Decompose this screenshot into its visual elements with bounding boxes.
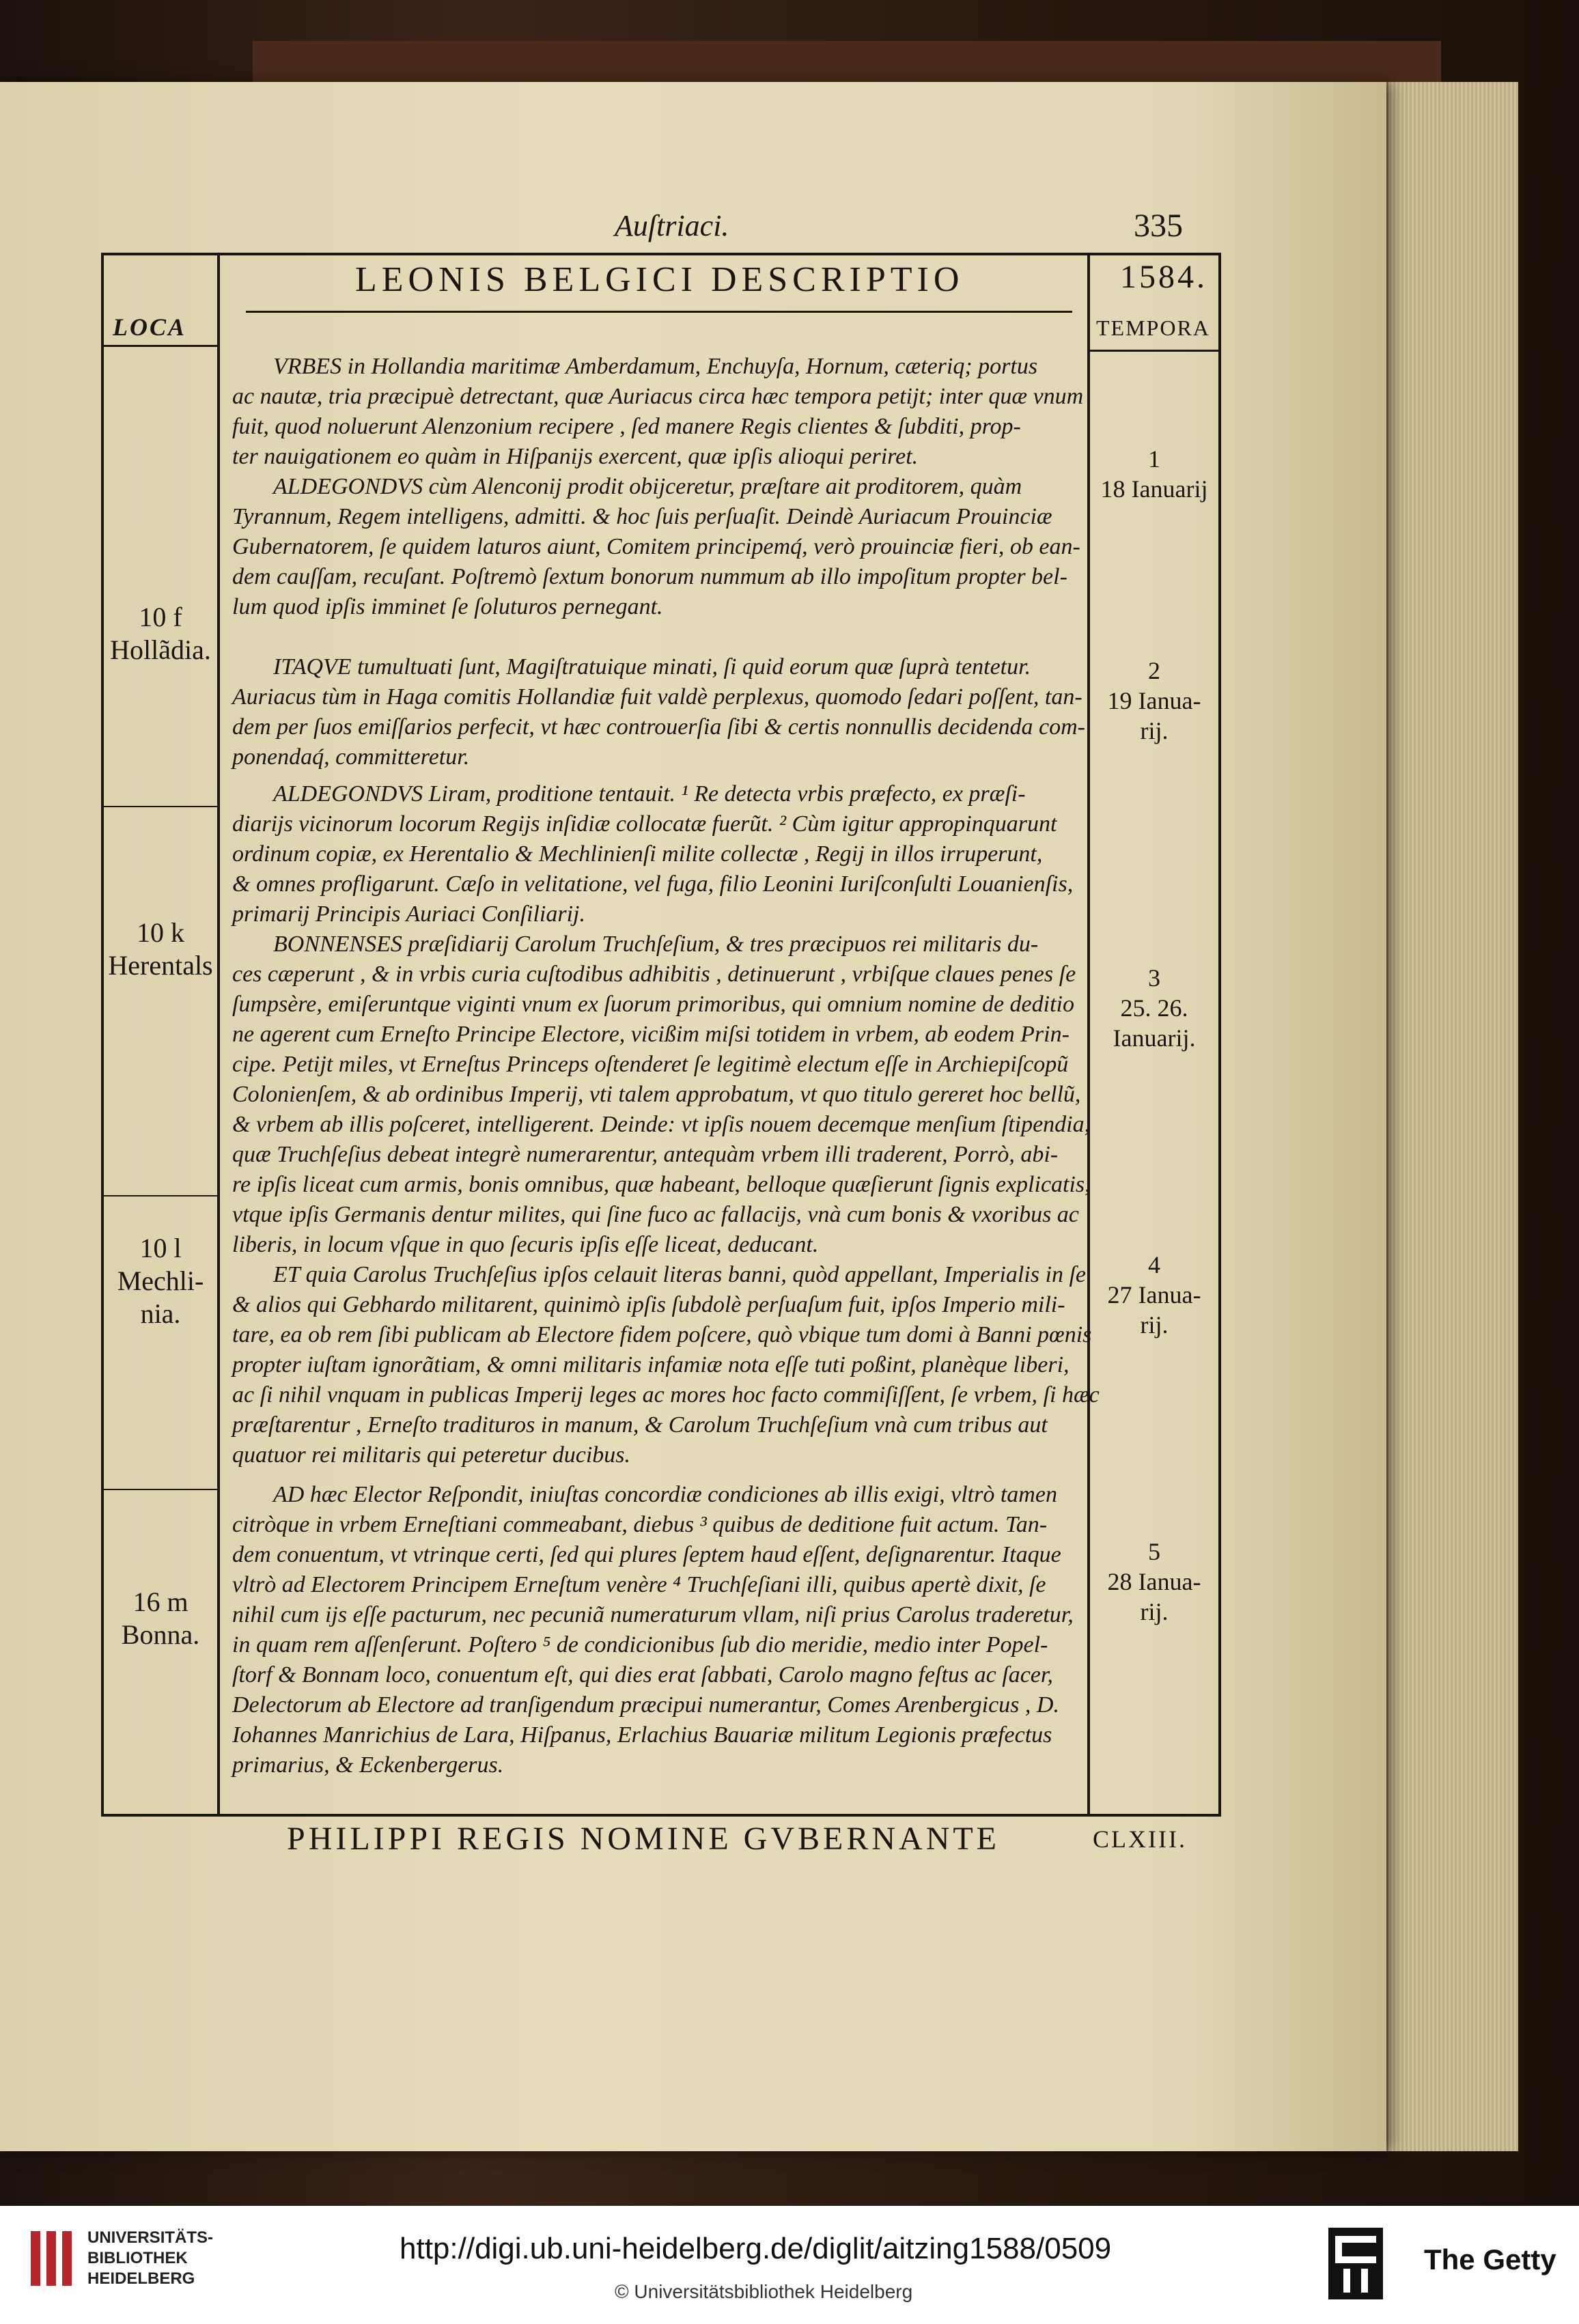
section-title: LEONIS BELGICI DESCRIPTIO <box>355 260 964 299</box>
body-line: ne agerent cum Erneſto Principe Electore, vicißim miſsi totidem in vrbem, ab eodem Prin- <box>232 1022 1070 1047</box>
body-line: Gubernatorem, ſe quidem laturos aiunt, Comitem principemq́, verò prouinciæ fieri, ob ean- <box>232 534 1080 559</box>
loca-note: 16 m Bonna. <box>121 1586 200 1650</box>
body-line: quæ Truchſeſius debeat integrè numerarentur, antequàm vrbem illi traderent, Porrò, abi- <box>232 1142 1059 1167</box>
tempora-note: 5 28 Ianua- rij. <box>1107 1538 1201 1625</box>
body-line: vtque ipſis Germanis dentur milites, qui ſine fuco ac fallacijs, vnà cum bonis & vxoribus ac <box>232 1202 1079 1227</box>
body-line: AD hæc Elector Reſpondit, iniuſtas concordiæ condiciones ab illis exigi, vltrò tamen <box>273 1482 1057 1507</box>
body-line: tare, ea ob rem ſibi publicam ab Electore fidem poſcere, quò vbique tum domi à Banni pœnis <box>232 1322 1092 1347</box>
body-line: ſtorf & Bonnam loco, conuentum eſt, qui dies erat ſabbati, Carolo magno feſtus ac ſacer, <box>232 1662 1053 1688</box>
body-line: Auriacus tùm in Haga comitis Hollandiæ fuit valdè perplexus, quomodo ſedari poſſent, tan- <box>232 684 1082 710</box>
tempora-underline <box>1090 350 1218 352</box>
body-line: Colonienſem, & ab ordinibus Imperij, vti talem approbatum, vt quo titulo gereret hoc bellũ, <box>232 1082 1081 1107</box>
body-line: dem conuentum, vt vtrinque certi, ſed qui plures ſeptem haud eſſent, deſignarentur. Itaque <box>232 1542 1061 1567</box>
body-line: in quam rem aſſenſerunt. Poſtero ⁵ de condicionibus ſub dio meridie, medio inter Popel- <box>232 1632 1048 1657</box>
tempora-column-header: TEMPORA <box>1096 316 1210 340</box>
body-line: ces cæperunt , & in vrbis curia cuſtodibus adhibitis , detinuerunt , vrbiſque claues penes ſe <box>232 962 1076 987</box>
body-line: ac nautæ, tria præcipuè detrectant, quæ Auriacus circa hæc tempora petijt; inter quæ vnum <box>232 384 1084 409</box>
tempora-note: 2 19 Ianua- rij. <box>1107 657 1201 744</box>
body-line: dem per ſuos emiſſarios perfecit, vt hæc controuerſia ſibi & certis nonnullis decidenda com- <box>232 714 1085 740</box>
body-line: & vrbem ab illis poſceret, intelligerent. Deinde: vt ipſis nouem decemque menſium ſtipendia, <box>232 1112 1091 1137</box>
body-line: nihil cum ijs eſſe pacturum, nec pecuniã numeraturum vllam, niſi prius Carolus traderetur, <box>232 1602 1074 1627</box>
body-line: ET quia Carolus Truchſeſius ipſos celauit literas banni, quòd appellant, Imperialis in ſe <box>273 1262 1087 1287</box>
tempora-note: 1 18 Ianuarij <box>1100 445 1208 503</box>
body-line: primarius, & Eckenbergerus. <box>232 1752 504 1778</box>
frame-bottom-line <box>101 1814 1221 1817</box>
body-line: ponendaq́, committeretur. <box>232 744 470 770</box>
tempora-note: 3 25. 26. Ianuarij. <box>1113 964 1196 1052</box>
body-line: ordinum copiæ, ex Herentalio & Mechlinienſi milite collectæ , Regij in illos irruperunt, <box>232 841 1043 867</box>
page-number: 335 <box>1134 208 1183 244</box>
copyright-notice: © Universitätsbibliothek Heidelberg <box>615 2281 913 2302</box>
frame-left-outer <box>101 253 104 1817</box>
body-line: ac ſi nihil vnquam in publicas Imperij leges ac mores hoc facto commiſiſſent, ſe vrbem, ſi hæc <box>232 1382 1100 1408</box>
tempora-note: 4 27 Ianua- rij. <box>1107 1251 1201 1339</box>
body-line: vltrò ad Electorem Principem Erneſtum venère ⁴ Truchſeſiani illi, quibus apertè dixit, ſe <box>232 1572 1046 1597</box>
body-line: ITAQVE tumultuati ſunt, Magiſtratuique minati, ſi quid eorum quæ ſuprà tentetur. <box>273 654 1031 680</box>
body-line: propter iuſtam ignorãtiam, & omni militaris infamiæ nota eſſe tuti poßint, planèque liberi, <box>232 1352 1070 1377</box>
loca-note: 10 k Herentals <box>108 917 213 981</box>
body-line: cipe. Petijt miles, vt Erneſtus Princeps oſtenderet ſe legitimè electum eſſe in Archiepiſcopũ <box>232 1052 1069 1077</box>
margin-divider-2 <box>104 1195 217 1196</box>
university-library-logo-icon <box>27 2228 75 2289</box>
body-line: BONNENSES præſidiarij Carolum Truchſeſium, & tres præcipuos rei militaris du- <box>273 932 1039 957</box>
loca-underline <box>104 345 217 347</box>
body-line: & alios qui Gebhardo militarent, quinimò ipſis ſubdolè perſuaſum fuit, ipſos Imperio mili- <box>232 1292 1065 1317</box>
loca-note: 10 l Mechli- nia. <box>117 1233 204 1329</box>
margin-divider-1 <box>104 806 217 807</box>
body-line: liberis, in locum vſque in quo ſecuris ipſis eſſe liceat, deducant. <box>232 1232 819 1257</box>
body-line: lum quod ipſis imminet ſe ſoluturos pernegant. <box>232 594 663 619</box>
page-block-edge <box>1386 82 1518 2151</box>
getty-logo-icon <box>1328 2228 1383 2299</box>
body-line: ALDEGONDVS Liram, proditione tentauit. ¹ Re detecta vrbis præfecto, ex præſi- <box>273 781 1026 807</box>
title-underline <box>246 311 1072 313</box>
body-line: dem cauſſam, recuſant. Poſtremò ſextum bonorum nummum ab illo impoſitum propter bel- <box>232 564 1067 589</box>
running-head: Auſtriaci. <box>615 209 729 242</box>
body-line: fuit, quod noluerunt Alenzonium recipere , ſed manere Regis clientes & ſubditi, prop- <box>232 414 1021 439</box>
body-line: Iohannes Manrichius de Lara, Hiſpanus, Erlachius Bauariæ militum Legionis præfectus <box>232 1722 1052 1748</box>
body-line: quatuor rei militaris qui peteretur ducibus. <box>232 1442 631 1468</box>
body-line: citròque in vrbem Erneſtiani commeabant, diebus ³ quibus de deditione fuit actum. Tan- <box>232 1512 1048 1537</box>
loca-note: 10 f Hollãdia. <box>110 602 211 665</box>
body-line: re ipſis liceat cum armis, bonis omnibus, quæ habeant, belloque quæſierunt ſignis explicatis, <box>232 1172 1091 1197</box>
frame-right-outer <box>1218 253 1221 1817</box>
footer-title: PHILIPPI REGIS NOMINE GVBERNANTE <box>287 1821 1000 1857</box>
signature-mark: CLXIII. <box>1093 1825 1187 1853</box>
body-line: Tyrannum, Regem intelligens, admitti. & hoc ſuis perſuaſit. Deindè Auriacum Prouinciæ <box>232 504 1052 529</box>
body-line: diarijs vicinorum locorum Regijs inſidiæ collocatæ fuerũt. ² Cùm igitur appropinquarunt <box>232 811 1057 837</box>
body-line: ALDEGONDVS cùm Alenconij prodit obijceretur, præſtare ait proditorem, quàm <box>273 474 1022 499</box>
body-line: ſumpsère, emiſeruntque viginti vnum ex ſuorum primoribus, qui omnium nomine de deditio <box>232 992 1074 1017</box>
source-link[interactable]: http://digi.ub.uni-heidelberg.de/diglit/aitzing1588/0509 <box>400 2232 1112 2265</box>
body-line: præſtarentur , Erneſto tradituros in manum, & Carolum Truchſeſium vnà cum tribus aut <box>232 1412 1048 1438</box>
getty-name: The Getty <box>1424 2243 1556 2276</box>
loca-column-header: LOCA <box>113 313 187 341</box>
margin-divider-3 <box>104 1489 217 1490</box>
library-name: UNIVERSITÄTS- BIBLIOTHEK HEIDELBERG <box>87 2228 214 2288</box>
body-line: & omnes profligarunt. Cæſo in velitatione, vel fuga, filio Leonini Iuriſconſulti Louanienſis, <box>232 871 1074 897</box>
frame-top-line <box>101 253 1221 255</box>
body-line: VRBES in Hollandia maritimæ Amberdamum, Enchuyſa, Hornum, cæteriq; portus <box>273 354 1038 379</box>
body-line: Delectorum ab Electore ad tranſigendum præcipui numerantur, Comes Arenbergicus , D. <box>232 1692 1059 1718</box>
frame-left-inner <box>217 253 220 1817</box>
body-line: ter nauigationem eo quàm in Hiſpanijs exercent, quæ ipſis alioqui periret. <box>232 444 919 469</box>
year-heading: 1584. <box>1120 259 1207 295</box>
body-line: primarij Principis Auriaci Conſiliarij. <box>232 901 585 927</box>
